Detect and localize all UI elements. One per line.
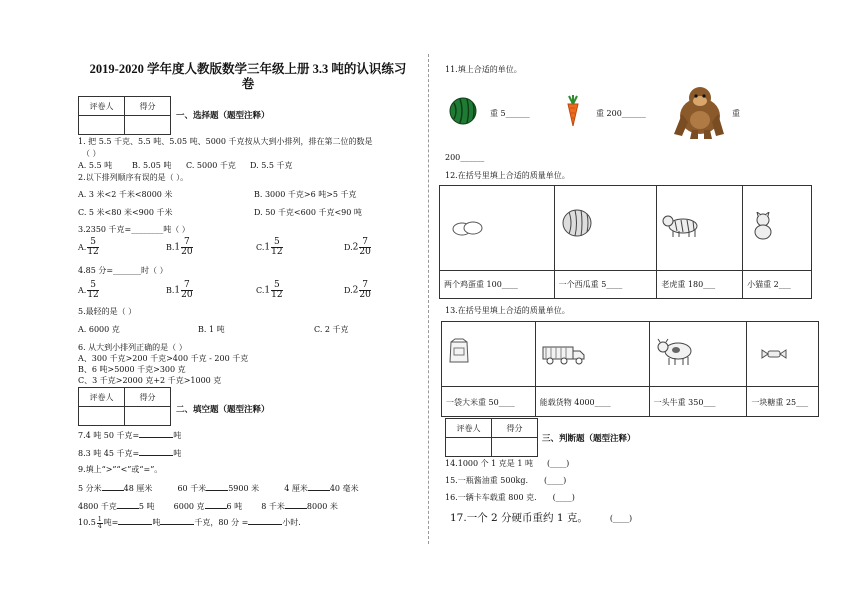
- q1-paren: （ ）: [82, 149, 101, 158]
- q6-option-a: A、300 千克>200 千克>400 千克 - 200 千克: [78, 354, 249, 363]
- watermelon-sketch-icon: [561, 208, 593, 238]
- section-2-heading: 二、填空题（题型注释）: [176, 405, 270, 415]
- q6-text: 6. 从大到小排列正确的是（ ）: [78, 343, 187, 352]
- q11-item-gorilla-answer: 200______: [445, 153, 485, 162]
- q5-option-a: A. 6000 克: [78, 325, 120, 334]
- q12-eggs-cell: [440, 186, 554, 270]
- q11-item-gorilla: 重: [732, 109, 740, 118]
- q3-text: 3.2350 千克=________吨（ ）: [78, 225, 190, 234]
- q1-option-c: C. 5000 千克: [186, 161, 236, 170]
- candy-icon: [761, 348, 787, 360]
- q2-option-d: D. 50 千克<600 千克<90 吨: [254, 208, 362, 217]
- q13-caption-candy: 一块糖重 25___: [747, 387, 819, 417]
- q1-text: 1. 把 5.5 千克、5.5 吨、5.05 吨、5000 千克按从大到小排列，排在第二位的数是: [78, 137, 373, 146]
- q14-line: 14.1000 个 1 克是 1 吨 (____): [445, 459, 570, 468]
- q13-caption-rice: 一袋大米重 50____: [442, 387, 536, 417]
- q16-line: 16.一辆卡车载重 800 克. (____): [445, 493, 575, 502]
- q13-rice-cell: [442, 322, 535, 386]
- q3-option-c: C.1 $\frac{5}{12}$: [256, 237, 283, 257]
- score-table-1: 评卷人 得分: [78, 96, 171, 135]
- q6-option-b: B、6 吨>5000 千克>300 克: [78, 365, 186, 374]
- q3-options: [78, 238, 418, 260]
- q13-table: [441, 321, 819, 417]
- q9-row-1: 5 分米 48 厘米 60 千米 5900 米 4 厘米 40 毫米: [78, 484, 359, 493]
- q12-tiger-cell: [657, 186, 742, 270]
- q1-option-a: A. 5.5 吨: [78, 161, 113, 170]
- q2-option-a: A. 3 米<2 千米<8000 米: [78, 190, 173, 199]
- q5-option-c: C. 2 千克: [314, 325, 349, 334]
- watermelon-icon: [448, 96, 478, 126]
- q1-option-d: D. 5.5 千克: [250, 161, 293, 170]
- q13-truck-cell: [536, 322, 649, 386]
- q4-text: 4.85 分=_______时（ ）: [78, 266, 168, 275]
- cat-icon: [751, 212, 775, 240]
- q5-option-b: B. 1 吨: [198, 325, 225, 334]
- q15-answer-paren[interactable]: (____): [544, 476, 567, 485]
- q2-text: 2.以下排列顺序有误的是（ ）。: [78, 173, 189, 182]
- q12-watermelon-cell: [555, 186, 657, 270]
- q16-answer-paren[interactable]: (____): [552, 493, 575, 502]
- q11-item-watermelon: 重 5______: [490, 109, 530, 118]
- q9-row-2: 4800 千克 5 吨 6000 克 6 吨 8 千米 8000 米: [78, 502, 338, 511]
- column-divider: [428, 54, 429, 544]
- q8-answer-blank[interactable]: [139, 447, 173, 456]
- q4-option-c: C.1 $\frac{5}{12}$: [256, 280, 283, 300]
- q9-blank-4[interactable]: [117, 500, 139, 509]
- section-3-heading: 三、判断题（题型注释）: [542, 434, 636, 444]
- q12-caption-tiger: 老虎重 180___: [657, 271, 743, 299]
- eggs-icon: [450, 218, 484, 238]
- q13-candy-cell: [747, 322, 818, 386]
- q13-text: 13.在括号里填上合适的质量单位。: [445, 306, 570, 315]
- gorilla-icon: [670, 84, 728, 140]
- tiger-icon: [661, 212, 701, 238]
- q10-line: 10.5 $\frac{1}{4}$ 吨= 吨 千克，80 分 = 小时.: [78, 515, 301, 530]
- q14-answer-paren[interactable]: (____): [546, 459, 570, 468]
- q9-blank-1[interactable]: [102, 482, 124, 491]
- q9-blank-6[interactable]: [285, 500, 307, 509]
- cow-icon: [656, 338, 696, 366]
- q7-line: 7.4 吨 50 千克= 吨: [78, 431, 182, 440]
- q12-cat-cell: [743, 186, 811, 270]
- q8-line: 8.3 吨 45 千克= 吨: [78, 449, 182, 458]
- q12-caption-cat: 小猫重 2___: [743, 271, 812, 299]
- q4-option-d: D.2 $\frac{7}{20}$: [344, 280, 371, 300]
- q6-option-c: C、3 千克>2000 克+2 千克>1000 克: [78, 376, 222, 385]
- q17-line: 17.一个 2 分硬币重约 1 克。 (____): [450, 512, 633, 524]
- q12-caption-watermelon: 一个西瓜重 5____: [554, 271, 657, 299]
- score-table-3: 评卷人 得分: [445, 418, 538, 457]
- q9-blank-3[interactable]: [308, 482, 330, 491]
- q12-text: 12.在括号里填上合适的质量单位。: [445, 171, 570, 180]
- q3-option-d: D.2 $\frac{7}{20}$: [344, 237, 371, 257]
- q10-blank-1[interactable]: [118, 516, 152, 525]
- paper-title: 2019-2020 学年度人教版数学三年级上册 3.3 吨的认识练习 卷: [89, 62, 407, 91]
- q9-blank-2[interactable]: [206, 482, 228, 491]
- q4-option-b: B.1 $\frac{7}{20}$: [166, 280, 193, 300]
- q10-blank-3[interactable]: [248, 516, 282, 525]
- q12-caption-eggs: 两个鸡蛋重 100____: [440, 271, 555, 299]
- section-1-heading: 一、选择题（题型注释）: [176, 111, 270, 121]
- q4-options: [78, 281, 418, 303]
- q1-option-b: B. 5.05 吨: [132, 161, 172, 170]
- q3-option-b: B.1 $\frac{7}{20}$: [166, 237, 193, 257]
- q17-answer-paren[interactable]: (____): [609, 514, 633, 523]
- q13-caption-cow: 一头牛重 350___: [649, 387, 747, 417]
- q13-cow-cell: [650, 322, 747, 386]
- q10-blank-2[interactable]: [160, 516, 194, 525]
- rice-bag-icon: [448, 338, 470, 364]
- truck-icon: [542, 344, 586, 366]
- q13-caption-truck: 能载货物 4000____: [535, 387, 649, 417]
- q15-line: 15.一瓶酱油重 500kg. (____): [445, 476, 567, 485]
- q7-answer-blank[interactable]: [139, 429, 173, 438]
- carrot-icon: [560, 94, 586, 128]
- q5-text: 5.最轻的是（ ）: [78, 307, 137, 316]
- q4-option-a: A. $\frac{5}{12}$: [78, 280, 99, 300]
- score-table-2: 评卷人 得分: [78, 387, 171, 426]
- q12-table: [439, 185, 812, 299]
- q3-option-a: A. $\frac{5}{12}$: [78, 237, 99, 257]
- q11-item-carrot: 重 200______: [596, 109, 646, 118]
- q2-option-c: C. 5 米<80 米<900 千米: [78, 208, 173, 217]
- q9-text: 9.填上“>”“<”或“=”。: [78, 465, 163, 474]
- q11-text: 11.填上合适的单位。: [445, 65, 522, 74]
- q9-blank-5[interactable]: [205, 500, 227, 509]
- q2-option-b: B. 3000 千克>6 吨>5 千克: [254, 190, 357, 199]
